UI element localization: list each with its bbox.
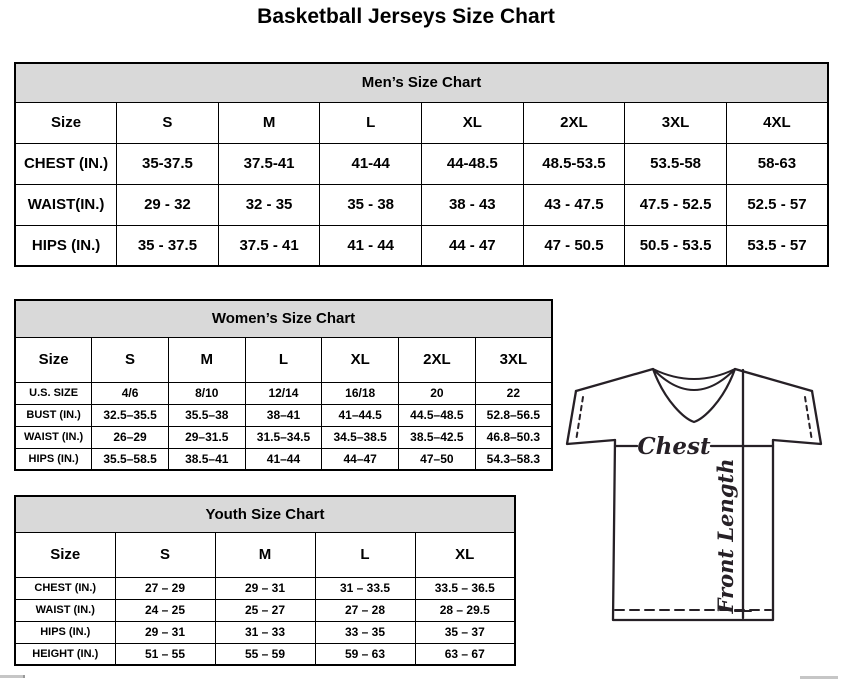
size-cell: 8/10	[168, 382, 245, 404]
size-cell: 31 – 33	[215, 621, 315, 643]
row-label: WAIST(IN.)	[15, 184, 117, 225]
size-cell: 35 - 37.5	[117, 225, 219, 266]
size-cell: 29 - 32	[117, 184, 219, 225]
size-cell: 48.5-53.5	[523, 143, 625, 184]
size-cell: 41–44	[245, 448, 322, 470]
column-header: M	[168, 337, 245, 382]
size-cell: 35 – 37	[415, 621, 515, 643]
column-header: L	[245, 337, 322, 382]
column-header: XL	[422, 102, 524, 143]
table-row	[15, 599, 515, 621]
table-row	[15, 382, 552, 404]
size-cell: 27 – 28	[315, 599, 415, 621]
row-label: BUST (IN.)	[15, 404, 92, 426]
row-label: WAIST (IN.)	[15, 426, 92, 448]
column-header: S	[117, 102, 219, 143]
row-label: CHEST (IN.)	[15, 143, 117, 184]
size-cell: 52.5 - 57	[726, 184, 828, 225]
size-cell: 41-44	[320, 143, 422, 184]
size-cell: 35 - 38	[320, 184, 422, 225]
size-cell: 32 - 35	[218, 184, 320, 225]
table-row	[15, 184, 828, 225]
column-header: XL	[415, 532, 515, 577]
column-header: S	[115, 532, 215, 577]
size-cell: 33 – 35	[315, 621, 415, 643]
size-cell: 31 – 33.5	[315, 577, 415, 599]
column-header-row	[15, 102, 828, 143]
column-header: 3XL	[625, 102, 727, 143]
size-cell: 25 – 27	[215, 599, 315, 621]
chest-measure-label: Chest	[637, 433, 711, 460]
jersey-outline-icon	[561, 360, 825, 628]
size-cell: 47.5 - 52.5	[625, 184, 727, 225]
size-cell: 51 – 55	[115, 643, 215, 665]
size-cell: 22	[475, 382, 552, 404]
size-cell: 41 - 44	[320, 225, 422, 266]
horizontal-scrollbar-fragment-left[interactable]	[0, 675, 25, 678]
size-cell: 53.5-58	[625, 143, 727, 184]
size-corner-header: Size	[15, 532, 115, 577]
table-row	[15, 621, 515, 643]
youth-size-table	[14, 495, 516, 666]
column-header: L	[315, 532, 415, 577]
column-header: 3XL	[475, 337, 552, 382]
table-row	[15, 643, 515, 665]
size-cell: 44–47	[322, 448, 399, 470]
row-label: WAIST (IN.)	[15, 599, 115, 621]
size-cell: 38–41	[245, 404, 322, 426]
jersey-measurement-diagram	[561, 360, 825, 628]
column-header: 2XL	[523, 102, 625, 143]
size-cell: 41–44.5	[322, 404, 399, 426]
size-cell: 20	[399, 382, 476, 404]
row-label: HEIGHT (IN.)	[15, 643, 115, 665]
size-cell: 63 – 67	[415, 643, 515, 665]
size-cell: 26–29	[92, 426, 169, 448]
size-cell: 53.5 - 57	[726, 225, 828, 266]
size-cell: 52.8–56.5	[475, 404, 552, 426]
table-row	[15, 448, 552, 470]
row-label: U.S. SIZE	[15, 382, 92, 404]
size-cell: 34.5–38.5	[322, 426, 399, 448]
table-row	[15, 404, 552, 426]
size-cell: 28 – 29.5	[415, 599, 515, 621]
size-cell: 46.8–50.3	[475, 426, 552, 448]
size-cell: 58-63	[726, 143, 828, 184]
table-row	[15, 577, 515, 599]
size-cell: 54.3–58.3	[475, 448, 552, 470]
size-corner-header: Size	[15, 337, 92, 382]
front-length-measure-label: Front Length	[713, 458, 738, 614]
size-cell: 50.5 - 53.5	[625, 225, 727, 266]
size-corner-header: Size	[15, 102, 117, 143]
table-row	[15, 225, 828, 266]
size-cell: 38.5–42.5	[399, 426, 476, 448]
row-label: HIPS (IN.)	[15, 621, 115, 643]
size-cell: 16/18	[322, 382, 399, 404]
column-header: 4XL	[726, 102, 828, 143]
column-header: L	[320, 102, 422, 143]
size-cell: 35-37.5	[117, 143, 219, 184]
table-title-row	[15, 63, 828, 102]
size-cell: 44-48.5	[422, 143, 524, 184]
size-cell: 38.5–41	[168, 448, 245, 470]
row-label: CHEST (IN.)	[15, 577, 115, 599]
size-cell: 24 – 25	[115, 599, 215, 621]
size-cell: 33.5 – 36.5	[415, 577, 515, 599]
size-cell: 44.5–48.5	[399, 404, 476, 426]
size-cell: 38 - 43	[422, 184, 524, 225]
mens-size-table	[14, 62, 829, 267]
table-title-row	[15, 496, 515, 532]
size-cell: 55 – 59	[215, 643, 315, 665]
table-title: Men’s Size Chart	[15, 63, 828, 102]
size-cell: 47 - 50.5	[523, 225, 625, 266]
table-row	[15, 143, 828, 184]
size-cell: 44 - 47	[422, 225, 524, 266]
table-title: Women’s Size Chart	[15, 300, 552, 337]
column-header-row	[15, 337, 552, 382]
size-cell: 4/6	[92, 382, 169, 404]
row-label: HIPS (IN.)	[15, 225, 117, 266]
size-cell: 37.5-41	[218, 143, 320, 184]
column-header: S	[92, 337, 169, 382]
column-header: M	[218, 102, 320, 143]
size-cell: 59 – 63	[315, 643, 415, 665]
column-header: XL	[322, 337, 399, 382]
size-cell: 37.5 - 41	[218, 225, 320, 266]
size-cell: 32.5–35.5	[92, 404, 169, 426]
size-cell: 29 – 31	[115, 621, 215, 643]
size-cell: 29–31.5	[168, 426, 245, 448]
size-cell: 35.5–58.5	[92, 448, 169, 470]
column-header: M	[215, 532, 315, 577]
table-row	[15, 426, 552, 448]
size-cell: 31.5–34.5	[245, 426, 322, 448]
table-title-row	[15, 300, 552, 337]
size-cell: 12/14	[245, 382, 322, 404]
size-cell: 47–50	[399, 448, 476, 470]
column-header-row	[15, 532, 515, 577]
page-title: Basketball Jerseys Size Chart	[257, 5, 555, 28]
size-cell: 29 – 31	[215, 577, 315, 599]
size-cell: 43 - 47.5	[523, 184, 625, 225]
size-cell: 35.5–38	[168, 404, 245, 426]
size-cell: 27 – 29	[115, 577, 215, 599]
womens-size-table	[14, 299, 553, 471]
column-header: 2XL	[399, 337, 476, 382]
table-title: Youth Size Chart	[15, 496, 515, 532]
row-label: HIPS (IN.)	[15, 448, 92, 470]
